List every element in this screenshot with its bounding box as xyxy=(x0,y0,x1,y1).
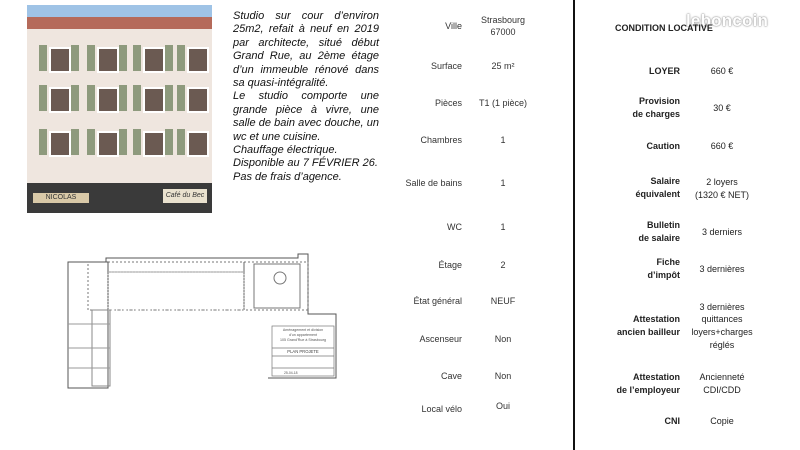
detail-value-ascenseur: Non xyxy=(494,334,512,344)
condition-value-cni: Copie xyxy=(710,416,734,426)
conditions-header: CONDITION LOCATIVE xyxy=(615,23,713,33)
detail-label-cave: Cave xyxy=(440,371,462,381)
floor-plan xyxy=(58,248,348,393)
condition-value-employeur-line2: CDI/CDD xyxy=(703,385,741,395)
plan-label: PLAN PROJETE xyxy=(287,349,319,354)
detail-label-ville: Ville xyxy=(445,21,462,31)
condition-value-employeur-line1: Ancienneté xyxy=(699,372,745,382)
condition-label-fiche-line1: Fiche xyxy=(656,257,680,267)
description-paragraph: Studio sur cour d’environ 25m2, refait à neuf en 2019 par architecte, situé début Grand Rue, au 2ème étage d’un immeuble rénové dans sa quasi-intégralité. xyxy=(233,10,379,90)
shop-sign-right: Café du Bec xyxy=(163,189,207,203)
detail-value-cave: Non xyxy=(494,371,512,381)
condition-value-bailleur-line3: loyers+charges xyxy=(691,327,753,337)
condition-label-loyer: LOYER xyxy=(648,66,680,76)
condition-value-bailleur-line4: réglés xyxy=(709,340,735,350)
detail-label-etage: Étage xyxy=(438,260,462,270)
detail-label-chambres: Chambres xyxy=(420,135,462,145)
description-paragraph: Le studio comporte une grande pièce à vivre, une salle de bain avec douche, un wc et une cuisine. xyxy=(233,90,379,143)
condition-label-bailleur-line2: ancien bailleur xyxy=(616,327,680,337)
building-photo xyxy=(27,5,212,213)
condition-label-employeur-line2: de l’employeur xyxy=(616,385,680,395)
condition-value-bailleur-line2: quittances xyxy=(701,314,743,324)
detail-value-ville-postcode: 67000 xyxy=(490,27,516,37)
detail-label-pieces: Pièces xyxy=(434,98,462,108)
detail-value-pieces: T1 (1 pièce) xyxy=(478,98,528,108)
detail-label-local-velo: Local vélo xyxy=(421,404,462,414)
condition-value-bulletin: 3 derniers xyxy=(701,227,743,237)
description-paragraph: Pas de frais d’agence. xyxy=(233,170,342,183)
detail-value-surface: 25 m² xyxy=(491,61,515,71)
detail-label-etat-general: État général xyxy=(413,296,462,306)
detail-value-salle-de-bains: 1 xyxy=(500,178,506,188)
condition-label-provision-line1: Provision xyxy=(638,96,680,106)
plan-title-line2: d’un appartement xyxy=(289,333,317,337)
detail-value-etat-general: NEUF xyxy=(490,296,516,306)
shop-sign-left: NICOLAS xyxy=(33,193,89,203)
condition-value-provision: 30 € xyxy=(713,103,731,113)
detail-label-salle-de-bains: Salle de bains xyxy=(405,178,462,188)
description-paragraph: Chauffage électrique. xyxy=(233,144,338,157)
detail-value-etage: 2 xyxy=(500,260,506,270)
condition-label-bailleur-line1: Attestation xyxy=(633,314,680,324)
condition-label-salaire-line1: Salaire xyxy=(650,176,680,186)
condition-value-loyer: 660 € xyxy=(710,66,734,76)
detail-label-wc: WC xyxy=(447,222,462,232)
detail-value-ville: Strasbourg xyxy=(480,15,526,25)
leboncoin-watermark: leboncoin xyxy=(686,11,769,30)
condition-value-salaire-line2: (1320 € NET) xyxy=(694,190,750,200)
condition-label-provision-line2: de charges xyxy=(632,109,680,119)
detail-label-ascenseur: Ascenseur xyxy=(419,334,462,344)
condition-label-caution: Caution xyxy=(646,141,680,151)
plan-date: 25-04-18 xyxy=(284,371,298,375)
condition-label-employeur-line1: Attestation xyxy=(633,372,680,382)
plan-title-line1: Aménagement et division xyxy=(282,328,324,332)
condition-value-fiche: 3 dernières xyxy=(699,264,745,274)
plan-title-line3: 105 Grand’Rue à Strasbourg xyxy=(280,338,326,342)
detail-value-wc: 1 xyxy=(500,222,506,232)
description-paragraph: Disponible au 7 FÉVRIER 26. xyxy=(233,157,378,170)
condition-label-cni: CNI xyxy=(664,416,680,426)
condition-label-fiche-line2: d’impôt xyxy=(647,270,680,280)
condition-value-caution: 660 € xyxy=(710,141,734,151)
condition-label-salaire-line2: équivalent xyxy=(635,189,680,199)
condition-label-bulletin-line1: Bulletin xyxy=(647,220,680,230)
detail-label-surface: Surface xyxy=(430,61,462,71)
detail-value-local-velo: Oui xyxy=(495,401,510,411)
condition-value-bailleur-line1: 3 dernières xyxy=(699,302,745,312)
condition-label-bulletin-line2: de salaire xyxy=(638,233,680,243)
detail-value-chambres: 1 xyxy=(500,135,506,145)
condition-value-salaire-line1: 2 loyers xyxy=(706,177,738,187)
